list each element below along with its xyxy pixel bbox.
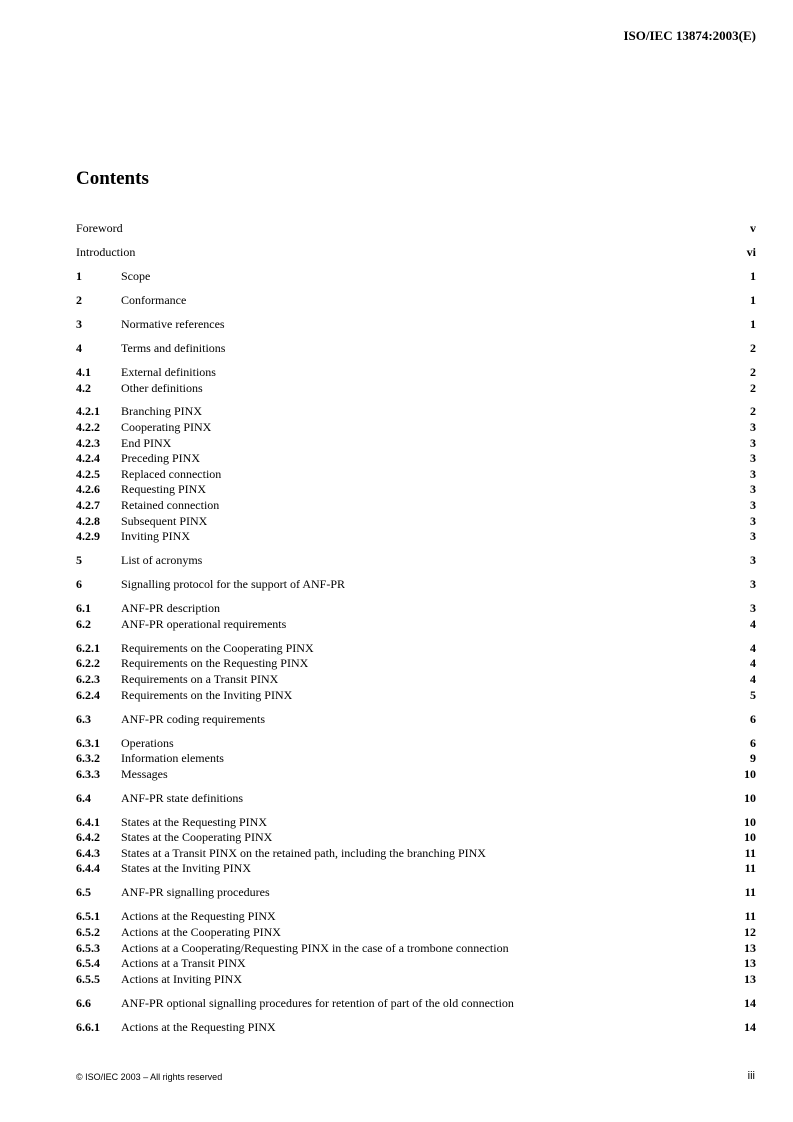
toc-entry[interactable] xyxy=(76,293,756,309)
toc-entry-title: Actions at Inviting PINX xyxy=(121,971,242,986)
toc-entry-page: 9 xyxy=(750,751,756,766)
toc-entry-number: 6.2.1 xyxy=(76,640,100,655)
toc-entry-title: Information elements xyxy=(121,751,224,766)
toc-entry-page: 11 xyxy=(744,861,756,876)
toc-entry[interactable] xyxy=(76,317,756,333)
toc-entry-page: 13 xyxy=(744,971,756,986)
toc-entry-title: Subsequent PINX xyxy=(121,513,208,528)
toc-group xyxy=(76,293,756,309)
toc-entry-title: States at the Inviting PINX xyxy=(121,861,251,876)
toc-entry-number: 6.4.4 xyxy=(76,861,100,876)
toc-entry-number: 6.6 xyxy=(76,995,91,1010)
toc-entry-title: Actions at the Requesting PINX xyxy=(121,1019,276,1034)
toc-entry[interactable] xyxy=(76,514,756,530)
toc-entry-page: 13 xyxy=(744,940,756,955)
toc-entry-page: 5 xyxy=(750,687,756,702)
toc-group xyxy=(76,245,756,261)
toc-entry-number: 4.2.4 xyxy=(76,451,100,466)
toc-entry-number: 6.1 xyxy=(76,601,91,616)
toc-entry-title: ANF-PR state definitions xyxy=(121,790,243,805)
toc-entry-page: 6 xyxy=(750,711,756,726)
toc-entry-title: Actions at a Transit PINX xyxy=(121,956,246,971)
toc-entry-number: 6.2.2 xyxy=(76,656,100,671)
toc-entry[interactable] xyxy=(76,404,756,420)
toc-entry[interactable] xyxy=(76,751,756,767)
toc-entry-title: Requirements on the Requesting PINX xyxy=(121,656,309,671)
toc-entry-title: Introduction xyxy=(76,244,136,259)
toc-entry-title: ANF-PR description xyxy=(121,601,220,616)
toc-entry-page: 14 xyxy=(744,1019,756,1034)
toc-entry-number: 6.5.3 xyxy=(76,940,100,955)
toc-entry-page: 11 xyxy=(744,845,756,860)
toc-entry[interactable] xyxy=(76,830,756,846)
toc-entry-page: 3 xyxy=(750,466,756,481)
toc-entry[interactable] xyxy=(76,941,756,957)
toc-group xyxy=(76,404,756,544)
toc-entry-title: Conformance xyxy=(121,292,187,307)
toc-entry-title: Replaced connection xyxy=(121,466,222,481)
toc-entry[interactable] xyxy=(76,641,756,657)
toc-entry[interactable] xyxy=(76,482,756,498)
toc-entry-title: Signalling protocol for the support of ANF-PR xyxy=(121,577,345,592)
toc-entry-page: 10 xyxy=(744,790,756,805)
toc-entry-number: 4.2.6 xyxy=(76,482,100,497)
toc-entry-number: 4.1 xyxy=(76,364,91,379)
toc-entry-title: States at the Requesting PINX xyxy=(121,814,267,829)
toc-entry[interactable] xyxy=(76,925,756,941)
page-header-doc-id: ISO/IEC 13874:2003(E) xyxy=(623,28,756,43)
toc-entry-number: 4.2.8 xyxy=(76,513,100,528)
toc-entry-title: Actions at the Requesting PINX xyxy=(121,909,276,924)
toc-entry-title: ANF-PR coding requirements xyxy=(121,711,265,726)
toc-entry-number: 6.5.1 xyxy=(76,909,100,924)
toc-entry[interactable] xyxy=(76,956,756,972)
toc-entry-page: 3 xyxy=(750,601,756,616)
toc-entry[interactable] xyxy=(76,221,756,237)
toc-entry-title: Normative references xyxy=(121,316,225,331)
toc-entry-title: Scope xyxy=(121,268,151,283)
table-of-contents xyxy=(76,221,756,1044)
page-title: Contents xyxy=(76,168,149,189)
toc-entry-number: 4.2.1 xyxy=(76,404,100,419)
toc-entry-page: 3 xyxy=(750,529,756,544)
toc-entry-page: vi xyxy=(746,244,756,259)
toc-entry[interactable] xyxy=(76,420,756,436)
toc-entry[interactable] xyxy=(76,577,756,593)
toc-group xyxy=(76,815,756,877)
toc-entry-page: 10 xyxy=(744,766,756,781)
toc-entry-page: 13 xyxy=(744,956,756,971)
toc-group xyxy=(76,641,756,703)
toc-entry-title: Requirements on a Transit PINX xyxy=(121,671,279,686)
toc-group xyxy=(76,365,756,396)
toc-entry-title: States at a Transit PINX on the retained path, including the branching PINX xyxy=(121,845,486,860)
toc-entry-title: Branching PINX xyxy=(121,404,202,419)
toc-entry-title: End PINX xyxy=(121,435,172,450)
toc-entry-page: 3 xyxy=(750,482,756,497)
toc-entry-number: 4.2.9 xyxy=(76,529,100,544)
toc-entry-title: Actions at the Cooperating PINX xyxy=(121,925,281,940)
toc-entry[interactable] xyxy=(76,1020,756,1036)
toc-entry[interactable] xyxy=(76,996,756,1012)
toc-entry[interactable] xyxy=(76,736,756,752)
toc-entry-page: 3 xyxy=(750,577,756,592)
toc-entry[interactable] xyxy=(76,656,756,672)
toc-entry[interactable] xyxy=(76,972,756,988)
toc-entry-number: 6.2.4 xyxy=(76,687,100,702)
toc-group xyxy=(76,909,756,987)
toc-group xyxy=(76,269,756,285)
toc-entry-title: Requesting PINX xyxy=(121,482,206,497)
toc-entry-title: ANF-PR signalling procedures xyxy=(121,885,270,900)
toc-entry-number: 6.6.1 xyxy=(76,1019,100,1034)
toc-entry-number: 4.2.7 xyxy=(76,498,100,513)
toc-entry[interactable] xyxy=(76,791,756,807)
toc-entry-number: 6.2.3 xyxy=(76,671,100,686)
toc-entry[interactable] xyxy=(76,381,756,397)
toc-entry-page: 2 xyxy=(750,364,756,379)
toc-entry-page: 6 xyxy=(750,735,756,750)
toc-entry-title: ANF-PR optional signalling procedures for retention of part of the old connection xyxy=(121,995,514,1010)
toc-entry-title: External definitions xyxy=(121,364,216,379)
toc-entry-number: 4 xyxy=(76,340,82,355)
toc-entry[interactable] xyxy=(76,861,756,877)
toc-group xyxy=(76,736,756,783)
toc-entry-title: Operations xyxy=(121,735,174,750)
toc-entry-page: 2 xyxy=(750,404,756,419)
toc-entry-number: 6.3.3 xyxy=(76,766,100,781)
toc-entry-page: 1 xyxy=(750,316,756,331)
toc-entry[interactable] xyxy=(76,712,756,728)
toc-entry-page: 10 xyxy=(744,814,756,829)
toc-entry-page: 4 xyxy=(750,671,756,686)
toc-entry[interactable] xyxy=(76,467,756,483)
toc-entry-page: 3 xyxy=(750,435,756,450)
toc-entry[interactable] xyxy=(76,529,756,545)
toc-entry-title: Other definitions xyxy=(121,380,203,395)
toc-entry[interactable] xyxy=(76,341,756,357)
toc-group xyxy=(76,577,756,593)
toc-entry-number: 4.2 xyxy=(76,380,91,395)
toc-entry-title: Terms and definitions xyxy=(121,340,226,355)
toc-entry-page: 3 xyxy=(750,451,756,466)
toc-entry-number: 2 xyxy=(76,292,82,307)
toc-entry-number: 1 xyxy=(76,268,82,283)
toc-entry-title: Actions at a Cooperating/Requesting PINX in the case of a trombone connection xyxy=(121,940,509,955)
toc-entry-number: 6.5.2 xyxy=(76,925,100,940)
toc-entry-number: 6.2 xyxy=(76,616,91,631)
toc-entry-number: 6.5.5 xyxy=(76,971,100,986)
toc-entry-number: 4.2.5 xyxy=(76,466,100,481)
toc-entry[interactable] xyxy=(76,451,756,467)
toc-entry-number: 6.4 xyxy=(76,790,91,805)
toc-entry[interactable] xyxy=(76,498,756,514)
toc-entry[interactable] xyxy=(76,885,756,901)
toc-group xyxy=(76,791,756,807)
toc-group xyxy=(76,601,756,632)
toc-entry-number: 6 xyxy=(76,577,82,592)
toc-group xyxy=(76,885,756,901)
toc-entry-number: 6.3.2 xyxy=(76,751,100,766)
toc-entry-title: Retained connection xyxy=(121,498,220,513)
toc-group xyxy=(76,996,756,1012)
toc-entry-title: ANF-PR operational requirements xyxy=(121,616,287,631)
toc-entry-title: Foreword xyxy=(76,221,123,235)
toc-entry[interactable] xyxy=(76,672,756,688)
toc-group xyxy=(76,1020,756,1036)
toc-entry-title: Inviting PINX xyxy=(121,529,190,544)
toc-entry-number: 6.4.2 xyxy=(76,830,100,845)
toc-entry-number: 5 xyxy=(76,553,82,568)
toc-entry-number: 6.3.1 xyxy=(76,735,100,750)
toc-group xyxy=(76,712,756,728)
toc-entry-title: List of acronyms xyxy=(121,553,203,568)
toc-entry-page: 1 xyxy=(750,268,756,283)
toc-entry[interactable] xyxy=(76,245,756,261)
toc-group xyxy=(76,221,756,237)
toc-entry[interactable] xyxy=(76,553,756,569)
toc-entry[interactable] xyxy=(76,617,756,633)
toc-entry[interactable] xyxy=(76,815,756,831)
toc-entry-page: 11 xyxy=(744,909,756,924)
toc-entry-page: 3 xyxy=(750,553,756,568)
toc-entry-page: 3 xyxy=(750,498,756,513)
toc-entry-number: 4.2.2 xyxy=(76,420,100,435)
toc-entry[interactable] xyxy=(76,436,756,452)
toc-entry[interactable] xyxy=(76,601,756,617)
toc-entry-number: 4.2.3 xyxy=(76,435,100,450)
toc-entry-page: 4 xyxy=(750,656,756,671)
footer-page-number: iii xyxy=(747,1070,755,1082)
toc-entry-page: 11 xyxy=(744,885,756,900)
toc-entry-number: 6.5 xyxy=(76,885,91,900)
toc-entry-title: Messages xyxy=(121,766,168,781)
toc-entry-number: 6.3 xyxy=(76,711,91,726)
toc-entry-page: 2 xyxy=(750,340,756,355)
toc-group xyxy=(76,317,756,333)
toc-entry-number: 3 xyxy=(76,316,82,331)
toc-entry-number: 6.5.4 xyxy=(76,956,100,971)
toc-entry-page: v xyxy=(750,221,756,235)
toc-entry[interactable] xyxy=(76,269,756,285)
toc-entry-page: 4 xyxy=(750,616,756,631)
toc-entry-number: 6.4.3 xyxy=(76,845,100,860)
toc-entry-title: Cooperating PINX xyxy=(121,420,212,435)
toc-entry-page: 4 xyxy=(750,640,756,655)
footer-copyright: © ISO/IEC 2003 – All rights reserved xyxy=(76,1072,223,1082)
toc-entry[interactable] xyxy=(76,688,756,704)
toc-entry[interactable] xyxy=(76,767,756,783)
toc-entry[interactable] xyxy=(76,365,756,381)
toc-group xyxy=(76,341,756,357)
toc-entry-page: 10 xyxy=(744,830,756,845)
toc-entry[interactable] xyxy=(76,846,756,862)
toc-entry-page: 12 xyxy=(744,925,756,940)
toc-entry-page: 3 xyxy=(750,513,756,528)
toc-entry-page: 3 xyxy=(750,420,756,435)
toc-entry-title: Requirements on the Cooperating PINX xyxy=(121,640,314,655)
toc-entry[interactable] xyxy=(76,909,756,925)
toc-entry-page: 1 xyxy=(750,292,756,307)
toc-entry-title: Requirements on the Inviting PINX xyxy=(121,687,293,702)
toc-entry-title: States at the Cooperating PINX xyxy=(121,830,273,845)
toc-entry-title: Preceding PINX xyxy=(121,451,200,466)
toc-entry-page: 2 xyxy=(750,380,756,395)
toc-group xyxy=(76,553,756,569)
toc-entry-page: 14 xyxy=(744,995,756,1010)
toc-entry-number: 6.4.1 xyxy=(76,814,100,829)
